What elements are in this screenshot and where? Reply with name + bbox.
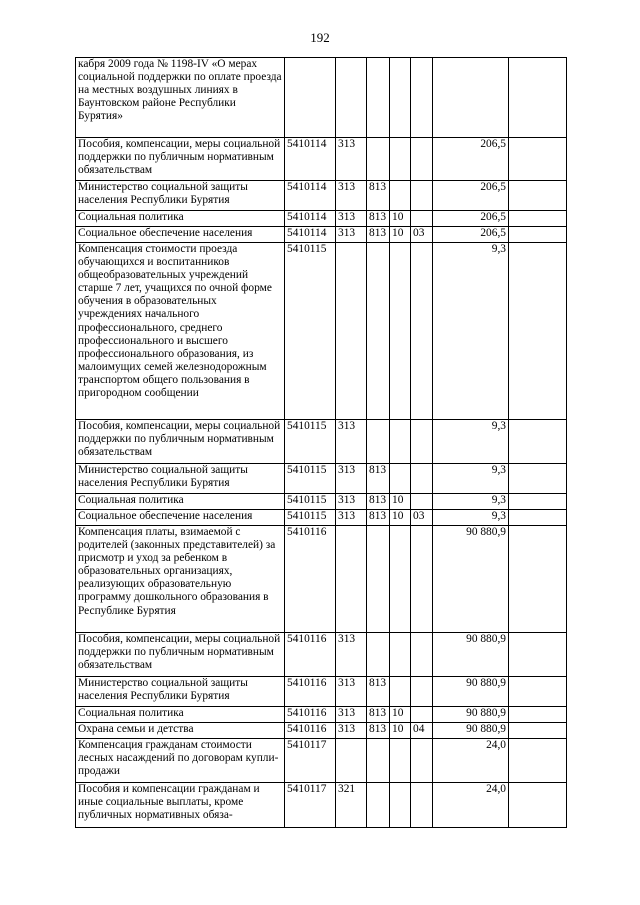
cell-expense-type: 313 (336, 633, 367, 677)
cell-amount: 206,5 (433, 181, 509, 211)
cell-department (367, 243, 390, 420)
cell-subsection: 03 (411, 227, 433, 243)
cell-name: Министерство социальной защиты населения Республики Бурятия (76, 677, 285, 707)
cell-section (390, 739, 411, 783)
cell-extra (509, 510, 567, 526)
cell-target-code: 5410115 (285, 510, 336, 526)
cell-amount: 24,0 (433, 739, 509, 783)
cell-department (367, 783, 390, 828)
cell-name: Министерство социальной защиты населения Республики Бурятия (76, 181, 285, 211)
cell-section (390, 677, 411, 707)
cell-expense-type (336, 243, 367, 420)
cell-name: Компенсация стоимости проезда обучающихся и воспитанников общеобразовательных учреждений старше 7 лет, учащихся по очной форме обучения в образовательных учреждениях начального профессионального, среднего профессионального и высшего профессионального образования, из малоимущих семей железнодорожным транспортом общего пользования в пригородном сообщении (76, 243, 285, 420)
cell-extra (509, 723, 567, 739)
table-row (76, 739, 567, 783)
cell-section (390, 58, 411, 138)
page-number: 192 (310, 30, 330, 45)
cell-subsection (411, 783, 433, 828)
cell-target-code: 5410116 (285, 526, 336, 633)
cell-extra (509, 739, 567, 783)
cell-department (367, 420, 390, 464)
cell-extra (509, 181, 567, 211)
cell-subsection (411, 707, 433, 723)
cell-target-code: 5410116 (285, 633, 336, 677)
cell-section (390, 464, 411, 494)
cell-department: 813 (367, 707, 390, 723)
cell-section (390, 243, 411, 420)
cell-extra (509, 494, 567, 510)
cell-expense-type: 313 (336, 723, 367, 739)
table-row (76, 494, 567, 510)
cell-department: 813 (367, 723, 390, 739)
cell-section: 10 (390, 723, 411, 739)
cell-target-code: 5410114 (285, 181, 336, 211)
cell-expense-type: 313 (336, 464, 367, 494)
cell-target-code (285, 58, 336, 138)
cell-extra (509, 464, 567, 494)
cell-subsection (411, 181, 433, 211)
cell-subsection (411, 526, 433, 633)
cell-extra (509, 227, 567, 243)
cell-target-code: 5410117 (285, 739, 336, 783)
cell-expense-type: 313 (336, 494, 367, 510)
cell-expense-type: 313 (336, 181, 367, 211)
table-row (76, 783, 567, 828)
table-row (76, 211, 567, 227)
cell-section: 10 (390, 707, 411, 723)
cell-name: Пособия, компенсации, меры социальной поддержки по публичным нормативным обязательствам (76, 138, 285, 181)
cell-amount: 90 880,9 (433, 723, 509, 739)
table-row (76, 420, 567, 464)
cell-name: Министерство социальной защиты населения Республики Бурятия (76, 464, 285, 494)
cell-department: 813 (367, 677, 390, 707)
cell-department (367, 138, 390, 181)
cell-subsection: 04 (411, 723, 433, 739)
table-row (76, 677, 567, 707)
cell-department (367, 633, 390, 677)
cell-name: Социальное обеспечение населения (76, 510, 285, 526)
table-body (76, 58, 567, 828)
cell-expense-type: 313 (336, 227, 367, 243)
table-row (76, 243, 567, 420)
cell-extra (509, 138, 567, 181)
cell-amount: 24,0 (433, 783, 509, 828)
cell-amount: 90 880,9 (433, 633, 509, 677)
cell-department: 813 (367, 464, 390, 494)
cell-expense-type: 313 (336, 707, 367, 723)
budget-table (75, 57, 567, 828)
cell-section (390, 526, 411, 633)
cell-extra (509, 526, 567, 633)
cell-expense-type: 313 (336, 211, 367, 227)
cell-extra (509, 677, 567, 707)
cell-expense-type: 313 (336, 420, 367, 464)
cell-name: кабря 2009 года № 1198-IV «О мерах социальной поддержки по оплате проезда на местных воздушных линиях в Баунтовском районе Республики Бурятия» (76, 58, 285, 138)
cell-target-code: 5410115 (285, 420, 336, 464)
cell-department: 813 (367, 181, 390, 211)
cell-department: 813 (367, 211, 390, 227)
cell-amount: 9,3 (433, 494, 509, 510)
cell-target-code: 5410114 (285, 211, 336, 227)
cell-name: Социальная политика (76, 707, 285, 723)
cell-expense-type: 321 (336, 783, 367, 828)
cell-department: 813 (367, 510, 390, 526)
cell-target-code: 5410115 (285, 494, 336, 510)
cell-target-code: 5410116 (285, 723, 336, 739)
cell-extra (509, 633, 567, 677)
cell-name: Пособия и компенсации гражданам и иные социальные выплаты, кроме публичных нормативных обяза- (76, 783, 285, 828)
cell-target-code: 5410114 (285, 227, 336, 243)
table-row (76, 707, 567, 723)
cell-expense-type: 313 (336, 138, 367, 181)
cell-expense-type (336, 739, 367, 783)
cell-amount: 90 880,9 (433, 526, 509, 633)
cell-amount: 90 880,9 (433, 707, 509, 723)
cell-extra (509, 211, 567, 227)
cell-amount: 9,3 (433, 420, 509, 464)
cell-amount: 9,3 (433, 243, 509, 420)
cell-extra (509, 707, 567, 723)
cell-subsection (411, 138, 433, 181)
cell-section: 10 (390, 494, 411, 510)
cell-expense-type: 313 (336, 677, 367, 707)
cell-extra (509, 783, 567, 828)
cell-department (367, 739, 390, 783)
table-row (76, 526, 567, 633)
cell-subsection (411, 420, 433, 464)
cell-extra (509, 420, 567, 464)
table-row (76, 464, 567, 494)
cell-target-code: 5410116 (285, 677, 336, 707)
cell-subsection (411, 494, 433, 510)
cell-amount: 9,3 (433, 510, 509, 526)
cell-subsection (411, 739, 433, 783)
cell-target-code: 5410115 (285, 243, 336, 420)
cell-subsection (411, 464, 433, 494)
table-row (76, 510, 567, 526)
cell-expense-type (336, 526, 367, 633)
cell-amount: 90 880,9 (433, 677, 509, 707)
table-row (76, 723, 567, 739)
cell-name: Компенсация гражданам стоимости лесных насаждений по договорам купли-продажи (76, 739, 285, 783)
cell-amount: 9,3 (433, 464, 509, 494)
cell-subsection (411, 677, 433, 707)
cell-name: Пособия, компенсации, меры социальной поддержки по публичным нормативным обязательствам (76, 420, 285, 464)
table-row (76, 227, 567, 243)
cell-name: Социальное обеспечение населения (76, 227, 285, 243)
cell-name: Социальная политика (76, 494, 285, 510)
cell-target-code: 5410117 (285, 783, 336, 828)
cell-subsection (411, 243, 433, 420)
cell-target-code: 5410115 (285, 464, 336, 494)
cell-subsection (411, 211, 433, 227)
cell-name: Пособия, компенсации, меры социальной поддержки по публичным нормативным обязательствам (76, 633, 285, 677)
cell-subsection: 03 (411, 510, 433, 526)
cell-subsection (411, 633, 433, 677)
cell-amount: 206,5 (433, 138, 509, 181)
cell-expense-type: 313 (336, 510, 367, 526)
cell-name: Социальная политика (76, 211, 285, 227)
cell-amount: 206,5 (433, 211, 509, 227)
cell-extra (509, 58, 567, 138)
cell-department: 813 (367, 494, 390, 510)
table-row (76, 138, 567, 181)
cell-section (390, 783, 411, 828)
cell-section (390, 420, 411, 464)
cell-section: 10 (390, 227, 411, 243)
cell-amount (433, 58, 509, 138)
table-row (76, 181, 567, 211)
table-row (76, 633, 567, 677)
cell-department: 813 (367, 227, 390, 243)
cell-amount: 206,5 (433, 227, 509, 243)
cell-section: 10 (390, 211, 411, 227)
cell-name: Компенсация платы, взимаемой с родителей (законных представителей) за присмотр и уход за ребенком в образовательных организациях, реализующих образовательную программу дошкольного образования в Республике Бурятия (76, 526, 285, 633)
table-row (76, 58, 567, 138)
cell-name: Охрана семьи и детства (76, 723, 285, 739)
cell-target-code: 5410114 (285, 138, 336, 181)
cell-section: 10 (390, 510, 411, 526)
cell-section (390, 633, 411, 677)
cell-target-code: 5410116 (285, 707, 336, 723)
cell-department (367, 58, 390, 138)
cell-section (390, 181, 411, 211)
cell-expense-type (336, 58, 367, 138)
cell-subsection (411, 58, 433, 138)
cell-section (390, 138, 411, 181)
cell-extra (509, 243, 567, 420)
cell-department (367, 526, 390, 633)
